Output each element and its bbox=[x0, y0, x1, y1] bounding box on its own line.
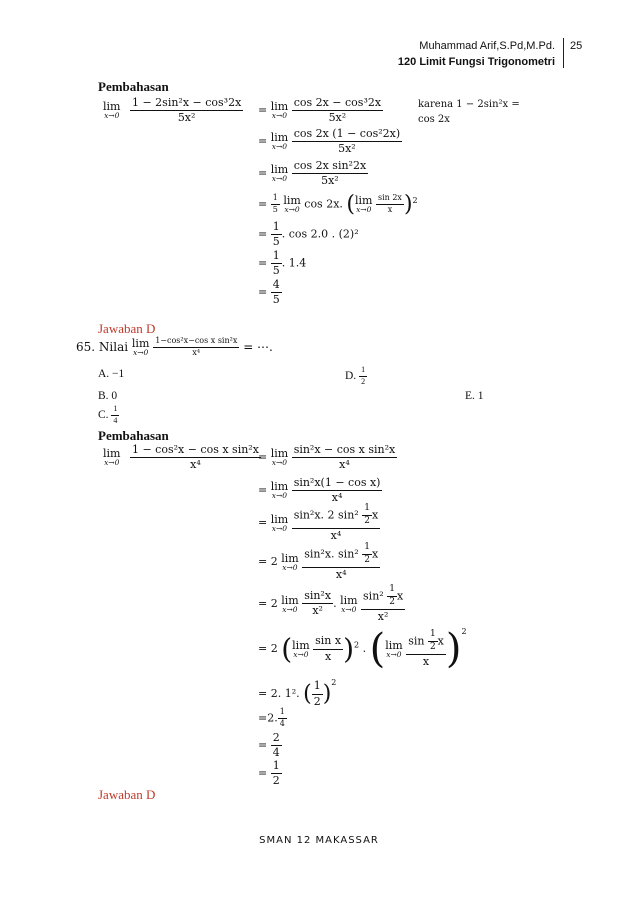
section1-step1: = lim x→0 $\frac{\text{cos 2x − cos³2x}}{\text{5x²}}$ bbox=[258, 96, 382, 125]
header-book-title: 120 Limit Fungsi Trigonometri bbox=[397, 56, 555, 68]
section2-answer: Jawaban D bbox=[98, 787, 156, 802]
section2-step7: = 2. 1². ( $\frac{1}{2}$ )$^2$ bbox=[258, 678, 337, 708]
option-b: B. 0 bbox=[98, 390, 118, 402]
option-a: A. −1 bbox=[98, 368, 125, 380]
section2-step10: = $\frac{1}{2}$ bbox=[258, 759, 280, 788]
header-author: Muhammad Arif,S.Pd,M.Pd. bbox=[419, 40, 555, 52]
section1-lhs: lim x→0 $\frac{\text{1 − 2sin²x − cos³2x}}{\text{5x²}}$ bbox=[103, 96, 242, 125]
option-c: C. $\frac{1}{4}$ bbox=[98, 404, 118, 425]
section2-step4: = 2 lim x→0 sin²x. sin² $\frac{1}{2}$ x x⁴ bbox=[258, 542, 379, 581]
header-divider bbox=[563, 38, 564, 68]
section2-step1: = lim x→0 $\frac{\text{sin²x − cos x sin²x}}{\text{x⁴}}$ bbox=[258, 443, 396, 472]
footer-school: SMAN 12 MAKASSAR bbox=[259, 835, 379, 846]
section1-step7: = $\frac{4}{5}$ bbox=[258, 278, 280, 307]
section2-heading: Pembahasan bbox=[98, 428, 169, 443]
option-e: E. 1 bbox=[465, 390, 484, 402]
section1-answer: Jawaban D bbox=[98, 321, 156, 336]
page-number: 25 bbox=[570, 40, 583, 52]
section1-step4: = $\frac{1}{5}$ lim x→0 cos 2x. ( lim x→0 $\frac{\sin 2x}{x}$ )$^2$ bbox=[258, 192, 418, 217]
question-65: 65. Nilai lim x→0 $\frac{\text{1−cos²x−cos x sin²x}}{\text{x⁴}}$ = ⋯. bbox=[76, 336, 273, 358]
section2-lhs: lim x→0 $\frac{\text{1 − cos²x − cos x sin²x}}{\text{x⁴}}$ bbox=[103, 443, 259, 472]
section2-step5: = 2 lim x→0 $\frac{\text{sin²x}}{\text{x²}}$ . lim x→0 sin² $\frac{1}{2}$ x x² bbox=[258, 584, 404, 623]
section1-step6: = $\frac{1}{5}$ . 1.4 bbox=[258, 249, 307, 278]
section2-step2: = lim x→0 $\frac{\text{sin²x(1 − cos x)}}{\text{x⁴}}$ bbox=[258, 476, 381, 505]
section1-step2: = lim x→0 $\frac{\text{cos 2x (1 − cos²2x)}}{\text{5x²}}$ bbox=[258, 127, 401, 156]
section1-heading: Pembahasan bbox=[98, 79, 169, 94]
section2-step3: = lim x→0 sin²x. 2 sin² $\frac{1}{2}$ x x⁴ bbox=[258, 503, 379, 542]
section1-step3: = lim x→0 $\frac{\text{cos 2x sin²2x}}{\text{5x²}}$ bbox=[258, 159, 367, 188]
section2-step6: = 2 ( lim x→0 $\frac{\text{sin x}}{x}$ )$^2$ . ( lim x→0 sin $\frac{1}{2}$ x x )$^2$ bbox=[258, 626, 467, 672]
section1-note: karena 1 − 2sin²x = cos 2x bbox=[418, 99, 520, 125]
section2-step8: =2. $\frac{1}{4}$ bbox=[258, 707, 285, 728]
section1-step5: = $\frac{1}{5}$ . cos 2.0 . (2)² bbox=[258, 220, 359, 249]
section2-step9: = $\frac{2}{4}$ bbox=[258, 731, 280, 760]
option-d: D. $\frac{1}{2}$ bbox=[345, 365, 366, 386]
